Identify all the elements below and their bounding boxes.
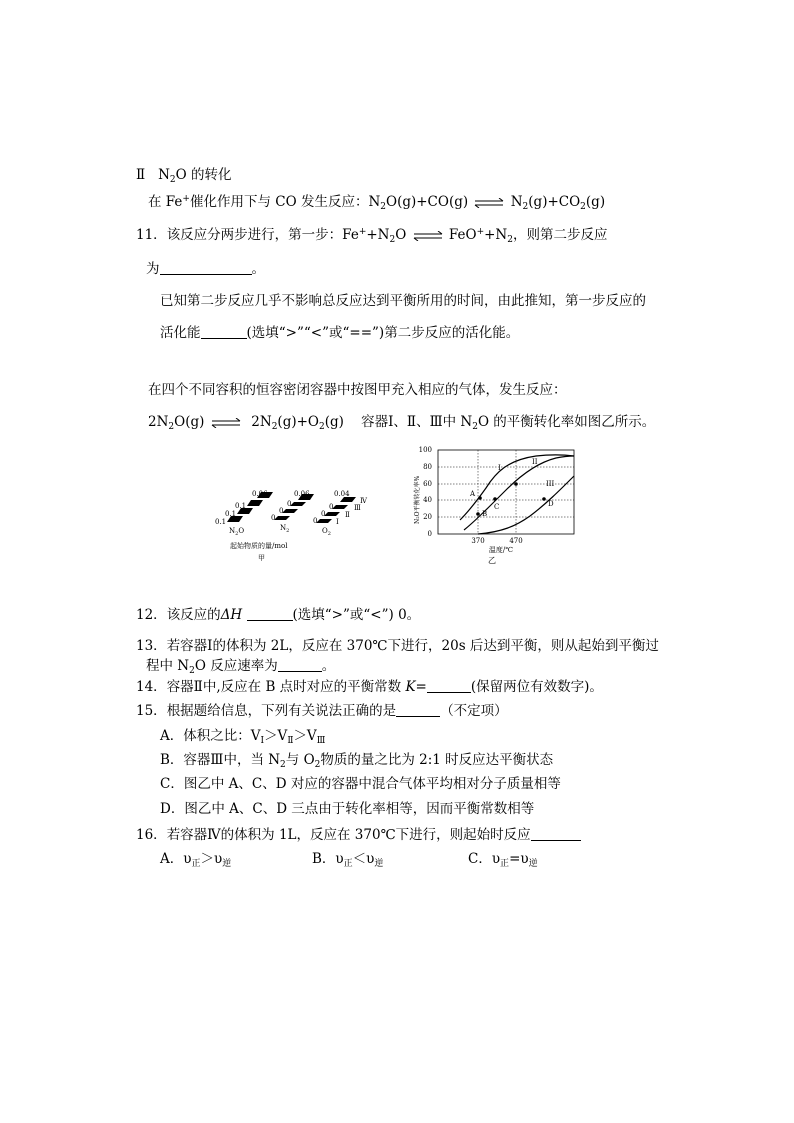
figure-jia-label: 甲 bbox=[258, 554, 265, 562]
o2-value: 0.04 bbox=[334, 490, 350, 498]
question-12: 12．该反应的ΔH (选填“>”或“<”) 0。 bbox=[136, 607, 421, 623]
reaction-intro: 在四个不同容积的恒容密闭容器中按图甲充入相应的气体，发生反应： bbox=[148, 382, 567, 398]
point-B bbox=[476, 512, 480, 516]
question-16: 16．若容器Ⅳ的体积为 1L，反应在 370℃下进行，则起始时反应 bbox=[136, 826, 581, 844]
x-axis-label: 温度/℃ bbox=[488, 546, 514, 554]
curve-I bbox=[460, 455, 574, 520]
y-tick: 20 bbox=[423, 513, 432, 521]
answer-blank[interactable] bbox=[201, 324, 247, 339]
question-11-line3: 已知第二步反应几乎不影响总反应达到平衡所用的时间，由此推知，第一步反应的 bbox=[160, 293, 646, 309]
option-15-c[interactable]: C．图乙中 A、C、D 对应的容器中混合气体平均相对分子质量相等 bbox=[160, 776, 561, 792]
point-D bbox=[542, 497, 546, 501]
x-tick: 470 bbox=[509, 537, 523, 545]
question-14: 14．容器Ⅱ中,反应在 B 点时对应的平衡常数 K= (保留两位有效数字)。 bbox=[136, 679, 603, 695]
point-label: B bbox=[482, 510, 488, 518]
answer-blank[interactable] bbox=[247, 606, 293, 621]
n2o-value: 0.1 bbox=[215, 518, 227, 526]
col-label-n2o: $N_2O$ bbox=[229, 527, 245, 537]
point-C bbox=[493, 497, 497, 501]
plot-frame bbox=[438, 450, 574, 534]
y-axis-label: N₂O平衡转化率% bbox=[414, 475, 421, 524]
n2-value: 0 bbox=[271, 514, 276, 522]
n2o-value: 0.06 bbox=[252, 490, 268, 498]
answer-blank[interactable] bbox=[531, 826, 581, 841]
n2o-value: 0.1 bbox=[235, 502, 247, 510]
curve-label: II bbox=[532, 458, 538, 466]
gridlines bbox=[438, 450, 574, 534]
y-tick: 60 bbox=[423, 480, 432, 488]
y-tick: 0 bbox=[427, 530, 432, 538]
curve-III bbox=[478, 476, 574, 534]
container-label: Ⅳ bbox=[360, 497, 367, 505]
figure-jia bbox=[214, 482, 384, 564]
n2-value: 0.06 bbox=[294, 490, 310, 498]
container-label: Ⅲ bbox=[354, 504, 361, 512]
y-tick: 80 bbox=[423, 463, 432, 471]
col-label-o2: $O_2$ bbox=[322, 527, 331, 537]
option-15-a[interactable]: A．体积之比：$V_Ⅰ>V_Ⅱ>V_Ⅲ$ bbox=[160, 728, 326, 746]
question-11-line4: 活化能 (选填“>”“<”或“==”)第二步反应的活化能。 bbox=[160, 325, 520, 341]
point-label: D bbox=[548, 500, 554, 508]
n2-value: 0 bbox=[279, 507, 284, 515]
answer-blank[interactable] bbox=[396, 702, 440, 717]
question-15: 15．根据题给信息，下列有关说法正确的是 （不定项） bbox=[136, 703, 508, 719]
question-11: 11．该反应分两步进行，第一步：$Fe^++N_2O$ $FeO^++N_2$，则第二步反应 bbox=[136, 227, 608, 245]
col-label-n2: $N_2$ bbox=[280, 524, 290, 534]
point-curve-II bbox=[514, 482, 518, 486]
answer-blank[interactable] bbox=[160, 260, 252, 275]
option-16-a[interactable]: A．$\upsilon_正>\upsilon_逆$ bbox=[160, 851, 232, 869]
o2-value: 0 bbox=[313, 517, 318, 525]
figure-yi bbox=[406, 442, 586, 566]
reaction-equation: $2N_2O(g)$ $2N_2(g)+O_2(g)$ 容器Ⅰ、Ⅱ、Ⅲ中 $N_2O$ 的平衡转化率如图乙所示。 bbox=[148, 414, 656, 432]
equilibrium-arrow-icon bbox=[474, 198, 504, 208]
option-15-d[interactable]: D．图乙中 A、C、D 三点由于转化率相等，因而平衡常数相等 bbox=[160, 801, 535, 817]
answer-blank[interactable] bbox=[278, 657, 322, 672]
option-16-b[interactable]: B．$\upsilon_正<\upsilon_逆$ bbox=[312, 851, 384, 869]
point-label: A bbox=[470, 490, 476, 498]
y-tick: 100 bbox=[418, 446, 432, 454]
container-label: Ⅰ bbox=[336, 518, 339, 526]
point-A bbox=[478, 496, 482, 500]
question-13-line2: 程中 $N_2O$ 反应速率为 。 bbox=[146, 658, 336, 676]
option-15-b[interactable]: B．容器Ⅲ中，当 $N_2$与 $O_2$物质的量之比为 2:1 时反应达平衡状态 bbox=[160, 752, 554, 770]
catalysis-intro: 在 Fe+催化作用下与 CO 发生反应：$N_2O(g)+CO(g)$ $N_2(g)+CO_2(g)$ bbox=[148, 194, 606, 212]
curve-label: I bbox=[498, 464, 501, 472]
n2o-value: 0.1 bbox=[225, 510, 237, 518]
container-label: Ⅱ bbox=[345, 511, 350, 519]
section-heading: Ⅱ $N_2O$ 的转化 bbox=[136, 167, 232, 185]
equilibrium-arrow-icon bbox=[211, 418, 241, 428]
o2-value: 0 bbox=[329, 503, 334, 511]
answer-blank[interactable] bbox=[427, 678, 471, 693]
point-label: C bbox=[494, 503, 500, 511]
n2-value: 0 bbox=[287, 500, 292, 508]
question-11-line2: 为 。 bbox=[146, 261, 265, 277]
x-tick: 370 bbox=[471, 537, 485, 545]
o2-value: 0 bbox=[321, 510, 326, 518]
option-16-c[interactable]: C．$\upsilon_正=\upsilon_逆$ bbox=[468, 851, 538, 869]
figure-jia-caption: 起始物质的量/mol bbox=[230, 542, 288, 550]
y-tick: 40 bbox=[423, 496, 432, 504]
curve-label: III bbox=[546, 480, 555, 488]
figure-yi-label: 乙 bbox=[488, 556, 496, 565]
equilibrium-arrow-icon bbox=[413, 231, 443, 241]
question-13: 13．若容器Ⅰ的体积为 2L，反应在 370℃下进行，20s 后达到平衡，则从起始到平衡过 bbox=[136, 638, 659, 654]
